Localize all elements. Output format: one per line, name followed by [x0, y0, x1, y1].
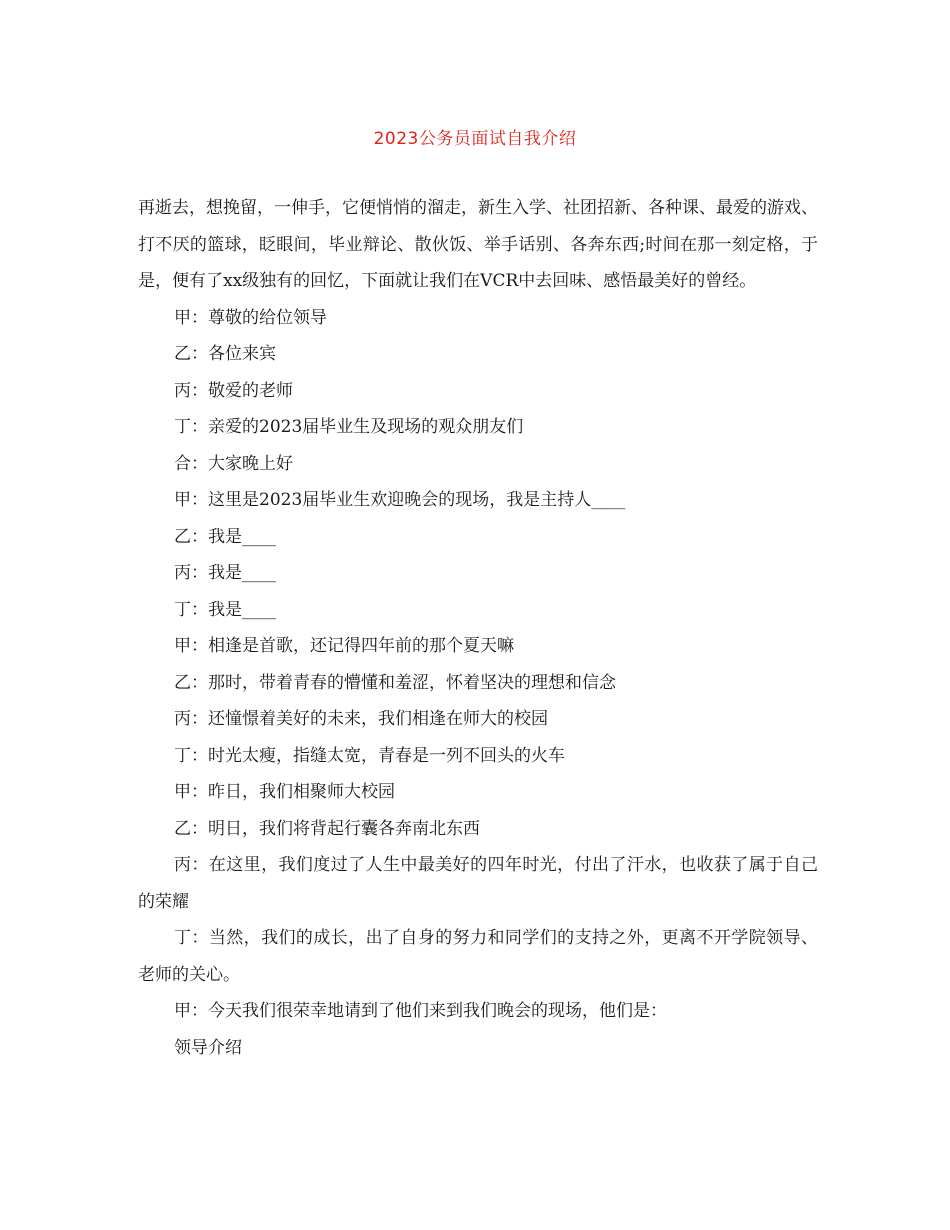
paragraph-line: 甲：尊敬的给位领导 [174, 307, 327, 328]
paragraph-line: 丁：时光太瘦，指缝太宽，青春是一列不回头的火车 [174, 745, 565, 766]
paragraph-line: 乙：我是____ [174, 526, 276, 547]
paragraph-line: 乙：各位来宾 [174, 344, 276, 364]
document-title: 2023公务员面试自我介绍 [373, 129, 577, 149]
paragraph-line: 乙：明日，我们将背起行囊各奔南北东西 [174, 818, 480, 839]
paragraph-line: 丁：亲爱的2023届毕业生及现场的观众朋友们 [174, 417, 524, 437]
document-body [138, 190, 818, 1066]
paragraph-line: 乙：那时，带着青春的懵懂和羞涩，怀着坚决的理想和信念 [174, 672, 616, 693]
paragraph-line: 丙：在这里，我们度过了人生中最美好的四年时光，付出了汗水，也收获了属于自己的荣耀 [138, 855, 818, 912]
paragraph-line: 甲：相逢是首歌，还记得四年前的那个夏天嘛 [174, 636, 514, 656]
paragraph-line: 丁：当然，我们的成长，出了自身的努力和同学们的支持之外，更离不开学院领导、老师的关心。 [138, 928, 818, 985]
paragraph-line: 丙：敬爱的老师 [174, 380, 293, 401]
paragraph-line: 丁：我是____ [174, 599, 276, 620]
paragraph-line: 丙：还憧憬着美好的未来，我们相逢在师大的校园 [174, 709, 548, 729]
paragraph-line: 甲：这里是2023届毕业生欢迎晚会的现场，我是主持人____ [174, 490, 626, 510]
paragraph-line: 领导介绍 [174, 1037, 242, 1058]
paragraph-line: 甲：昨日，我们相聚师大校园 [174, 782, 395, 802]
paragraph-line: 甲：今天我们很荣幸地请到了他们来到我们晚会的现场，他们是： [174, 1001, 667, 1021]
paragraph-line: 丙：我是____ [174, 563, 276, 583]
paragraph-line: 合：大家晚上好 [174, 453, 293, 474]
paragraph-intro: 再逝去，想挽留，一伸手，它便悄悄的溜走，新生入学、社团招新、各种课、最爱的游戏、打不厌的篮球，眨眼间，毕业辩论、散伙饭、举手话别、各奔东西;时间在那一刻定格，于是，便有了xx级独有的回忆，下面就让我们在VCR中去回味、感悟最美好的曾经。 [138, 198, 818, 291]
